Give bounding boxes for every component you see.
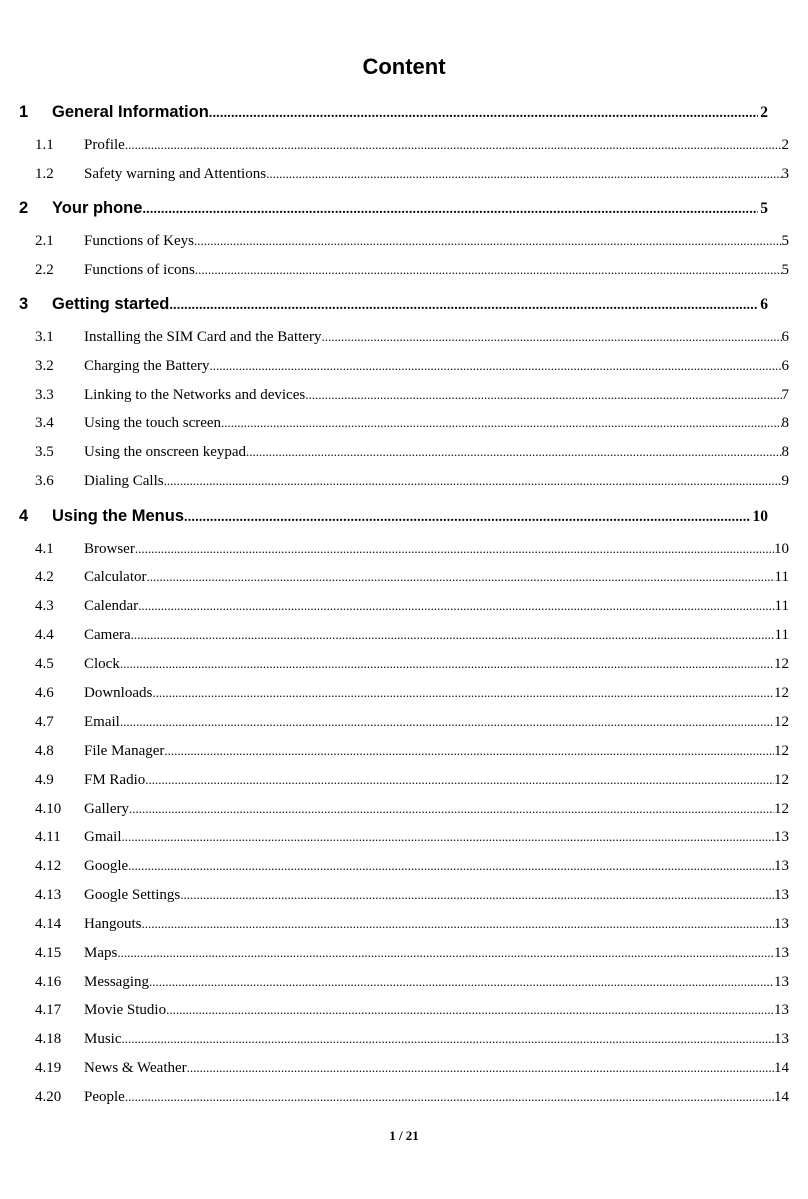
toc-section-entry[interactable] (35, 538, 789, 560)
toc-section-entry[interactable] (35, 230, 789, 252)
toc-entry-number: 4.3 (35, 598, 54, 614)
dot-leader (117, 942, 774, 964)
toc-section-entry[interactable] (35, 566, 789, 588)
toc-section-entry[interactable] (35, 884, 789, 906)
dot-leader (129, 798, 774, 820)
toc-entry-title: Using the touch screen (84, 415, 222, 431)
toc-entry-title: Hangouts (84, 916, 142, 932)
toc-entry-number: 4.2 (35, 569, 54, 585)
toc-section-entry[interactable] (35, 971, 789, 993)
toc-entry-page-number: 11 (774, 569, 789, 585)
toc-entry-page-number: 5 (760, 200, 768, 217)
toc-chapter-entry[interactable] (19, 99, 768, 125)
toc-entry-title: General Information (52, 103, 209, 121)
toc-entry-number: 4.10 (35, 801, 62, 817)
dot-leader (122, 826, 775, 848)
toc-entry-title: Browser (84, 541, 135, 557)
toc-entry-title: Google (84, 858, 129, 874)
dot-leader (194, 230, 782, 252)
toc-section-entry[interactable] (35, 163, 789, 185)
toc-entry-title: File Manager (84, 743, 165, 759)
toc-chapter-entry[interactable] (19, 291, 768, 317)
toc-entry-number: 3.5 (35, 444, 54, 460)
toc-entry-title: News & Weather (84, 1060, 187, 1076)
dot-leader (131, 624, 775, 646)
toc-entry-number: 4.4 (35, 627, 54, 643)
toc-entry-title: Using the Menus (52, 507, 185, 525)
toc-entry-title: Clock (84, 656, 120, 672)
toc-entry-number: 2 (19, 199, 29, 217)
toc-entry-title: Charging the Battery (84, 358, 210, 374)
toc-entry-title: Gmail (84, 829, 122, 845)
toc-entry-page-number: 8 (781, 415, 789, 431)
toc-section-entry[interactable] (35, 412, 789, 434)
dot-leader (169, 293, 758, 317)
toc-section-entry[interactable] (35, 711, 789, 733)
toc-section-entry[interactable] (35, 942, 789, 964)
toc-entry-title: Movie Studio (84, 1002, 167, 1018)
toc-entry-number: 3 (19, 295, 29, 313)
toc-section-entry[interactable] (35, 326, 789, 348)
toc-section-entry[interactable] (35, 384, 789, 406)
dot-leader (246, 441, 781, 463)
toc-entry-page-number: 13 (774, 974, 789, 990)
toc-entry-number: 2.2 (35, 262, 54, 278)
toc-section-entry[interactable] (35, 999, 789, 1021)
toc-section-entry[interactable] (35, 1028, 789, 1050)
toc-entry-number: 4.9 (35, 772, 54, 788)
toc-entry-number: 4.11 (35, 829, 61, 845)
toc-entry-number: 4.19 (35, 1060, 62, 1076)
toc-entry-page-number: 6 (760, 296, 768, 313)
dot-leader (152, 682, 774, 704)
toc-section-entry[interactable] (35, 134, 789, 156)
toc-entry-title: Email (84, 714, 120, 730)
toc-entry-title: Messaging (84, 974, 149, 990)
toc-entry-title: Your phone (52, 199, 143, 217)
toc-entry-title: Functions of icons (84, 262, 195, 278)
toc-entry-number: 3.1 (35, 329, 54, 345)
toc-entry-page-number: 13 (774, 829, 789, 845)
dot-leader (135, 538, 774, 560)
toc-entry-title: Maps (84, 945, 118, 961)
toc-entry-number: 4.5 (35, 656, 54, 672)
toc-entry-page-number: 11 (774, 627, 789, 643)
toc-entry-title: Downloads (84, 685, 153, 701)
toc-entry-number: 1.2 (35, 166, 54, 182)
toc-entry-title: Profile (84, 137, 125, 153)
toc-entry-page-number: 5 (781, 233, 789, 249)
dot-leader (142, 197, 758, 221)
toc-entry-title: Functions of Keys (84, 233, 194, 249)
dot-leader (125, 134, 782, 156)
toc-section-entry[interactable] (35, 441, 789, 463)
toc-entry-number: 4.20 (35, 1089, 62, 1105)
dot-leader (164, 740, 774, 762)
dot-leader (125, 1086, 774, 1108)
dot-leader (164, 470, 782, 492)
dot-leader (210, 355, 782, 377)
dot-leader (146, 566, 774, 588)
toc-entry-page-number: 7 (781, 387, 789, 403)
toc-entry-number: 4.8 (35, 743, 54, 759)
toc-entry-number: 4.15 (35, 945, 62, 961)
toc-entry-page-number: 12 (774, 772, 789, 788)
toc-section-entry[interactable] (35, 595, 789, 617)
toc-entry-number: 3.4 (35, 415, 54, 431)
toc-entry-page-number: 12 (774, 801, 789, 817)
toc-section-entry[interactable] (35, 355, 789, 377)
toc-entry-page-number: 10 (752, 508, 768, 525)
toc-entry-title: Safety warning and Attentions (84, 166, 267, 182)
toc-entry-title: Getting started (52, 295, 170, 313)
toc-entry-title: Google Settings (84, 887, 181, 903)
dot-leader (184, 505, 750, 529)
toc-entry-number: 3.6 (35, 473, 54, 489)
toc-entry-number: 3.3 (35, 387, 54, 403)
toc-chapter-entry[interactable] (19, 195, 768, 221)
toc-section-entry[interactable] (35, 259, 789, 281)
toc-entry-page-number: 13 (774, 858, 789, 874)
page-title: Content (362, 54, 446, 79)
dot-leader (266, 163, 781, 185)
toc-entry-page-number: 2 (760, 104, 768, 121)
toc-entry-number: 1 (19, 103, 29, 121)
toc-entry-number: 4.18 (35, 1031, 62, 1047)
toc-section-entry[interactable] (35, 855, 789, 877)
toc-section-entry[interactable] (35, 769, 789, 791)
toc-entry-page-number: 14 (774, 1089, 789, 1105)
toc-entry-number: 4 (19, 507, 29, 525)
toc-entry-page-number: 10 (774, 541, 789, 557)
toc-entry-title: Gallery (84, 801, 129, 817)
toc-entry-page-number: 3 (781, 166, 789, 182)
toc-section-entry[interactable] (35, 740, 789, 762)
toc-entry-page-number: 13 (774, 1002, 789, 1018)
toc-entry-number: 4.1 (35, 541, 54, 557)
toc-entry-title: Linking to the Networks and devices (84, 387, 306, 403)
toc-entry-title: Camera (84, 627, 131, 643)
toc-entry-number: 4.6 (35, 685, 54, 701)
dot-leader (195, 259, 782, 281)
toc-entry-number: 2.1 (35, 233, 54, 249)
dot-leader (166, 999, 774, 1021)
toc-entry-page-number: 8 (781, 444, 789, 460)
toc-entry-number: 3.2 (35, 358, 54, 374)
toc-section-entry[interactable] (35, 913, 789, 935)
toc-section-entry[interactable] (35, 1086, 789, 1108)
toc-entry-title: People (84, 1089, 125, 1105)
toc-entry-page-number: 11 (774, 598, 789, 614)
dot-leader (209, 101, 758, 125)
toc-entry-page-number: 12 (774, 685, 789, 701)
toc-entry-page-number: 13 (774, 1031, 789, 1047)
page-number: 1 / 21 (389, 1128, 419, 1143)
toc-entry-page-number: 6 (781, 358, 789, 374)
dot-leader (128, 855, 774, 877)
toc-entry-number: 4.17 (35, 1002, 62, 1018)
toc-entry-page-number: 13 (774, 887, 789, 903)
toc-entry-page-number: 12 (774, 743, 789, 759)
dot-leader (138, 595, 774, 617)
toc-entry-page-number: 5 (781, 262, 789, 278)
toc-section-entry[interactable] (35, 470, 789, 492)
toc-section-entry[interactable] (35, 798, 789, 820)
toc-entry-number: 4.14 (35, 916, 62, 932)
toc-entry-page-number: 6 (781, 329, 789, 345)
dot-leader (187, 1057, 774, 1079)
toc-entry-title: Calendar (84, 598, 139, 614)
toc-entry-number: 4.7 (35, 714, 54, 730)
toc-entry-title: Using the onscreen keypad (84, 444, 247, 460)
toc-entry-title: FM Radio (84, 772, 146, 788)
dot-leader (305, 384, 781, 406)
toc-entry-page-number: 9 (781, 473, 789, 489)
dot-leader (149, 971, 774, 993)
toc-entry-number: 4.13 (35, 887, 62, 903)
dot-leader (120, 711, 774, 733)
dot-leader (221, 412, 781, 434)
toc-section-entry[interactable] (35, 624, 789, 646)
toc-entry-page-number: 2 (781, 137, 789, 153)
toc-entry-title: Calculator (84, 569, 147, 585)
dot-leader (180, 884, 774, 906)
toc-entry-page-number: 13 (774, 945, 789, 961)
toc-section-entry[interactable] (35, 1057, 789, 1079)
toc-entry-page-number: 12 (774, 714, 789, 730)
dot-leader (321, 326, 781, 348)
toc-entry-title: Music (84, 1031, 122, 1047)
toc-entry-title: Dialing Calls (84, 473, 164, 489)
dot-leader (142, 913, 775, 935)
toc-entry-number: 1.1 (35, 137, 54, 153)
toc-entry-page-number: 13 (774, 916, 789, 932)
toc-entry-number: 4.16 (35, 974, 62, 990)
toc-section-entry[interactable] (35, 826, 789, 848)
dot-leader (122, 1028, 775, 1050)
toc-chapter-entry[interactable] (19, 503, 768, 529)
toc-entry-page-number: 14 (774, 1060, 789, 1076)
toc-section-entry[interactable] (35, 653, 789, 675)
dot-leader (120, 653, 774, 675)
toc-entry-number: 4.12 (35, 858, 62, 874)
toc-section-entry[interactable] (35, 682, 789, 704)
dot-leader (145, 769, 774, 791)
toc-entry-title: Installing the SIM Card and the Battery (84, 329, 322, 345)
toc-entry-page-number: 12 (774, 656, 789, 672)
